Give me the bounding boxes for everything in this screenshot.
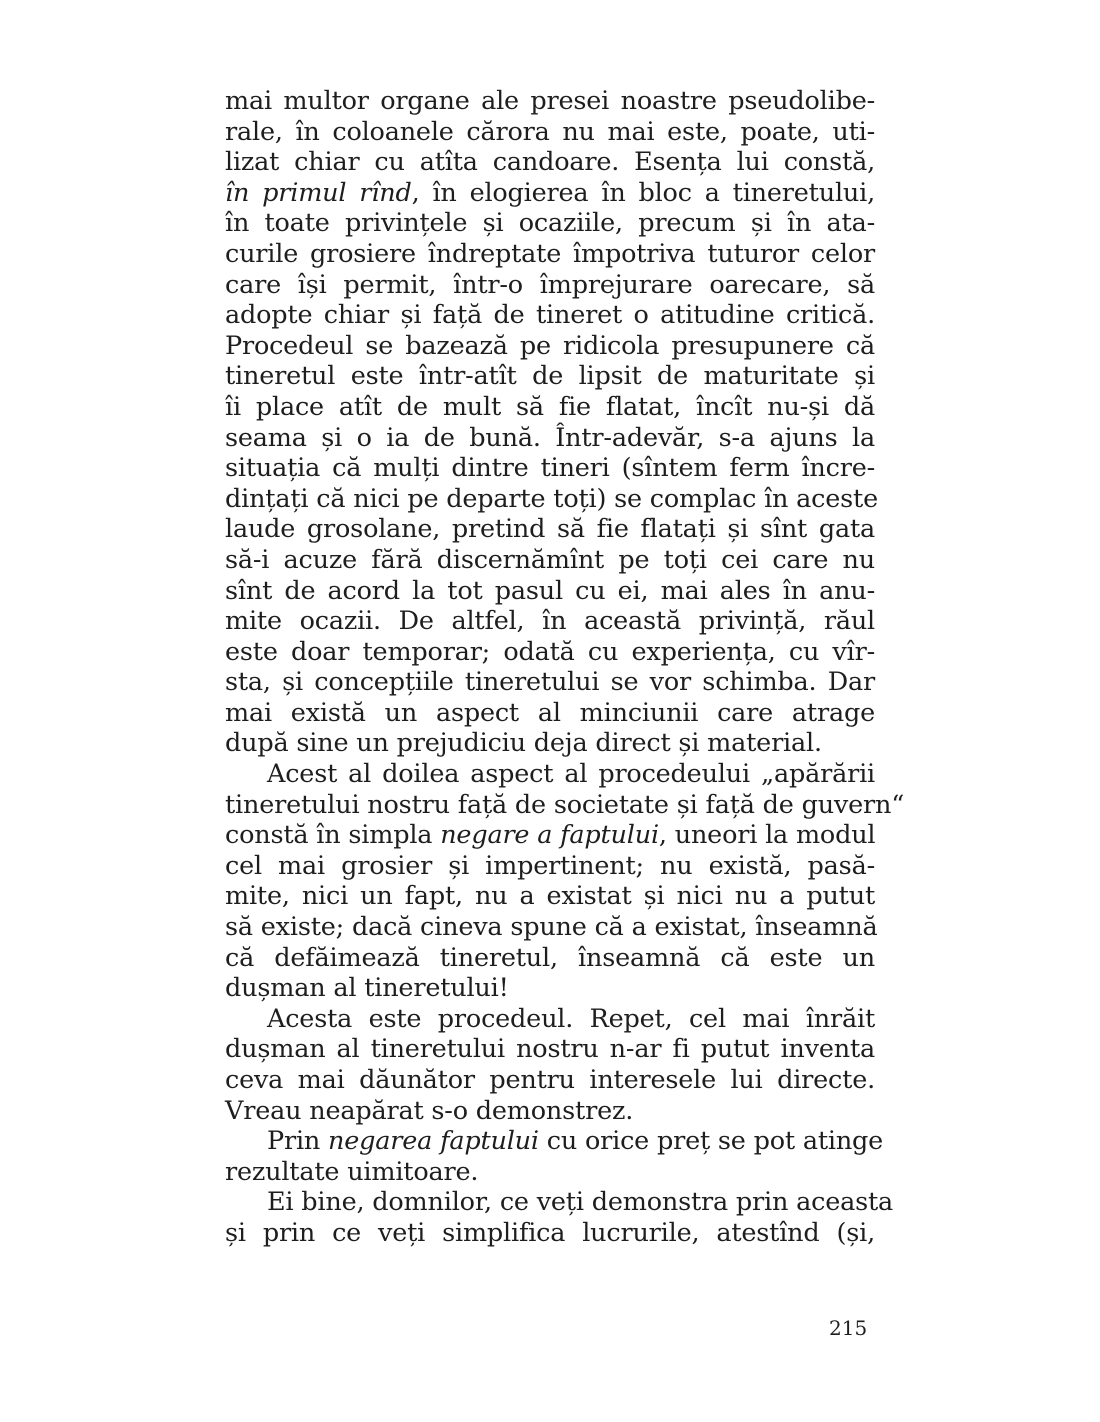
page-number: 215 <box>829 1316 868 1340</box>
text-segment: tineretul este într-atît de lipsit de maturitate și <box>225 361 875 392</box>
text-line <box>225 361 875 392</box>
text-segment: Procedeul se bazează pe ridicola presupunere că <box>225 330 875 361</box>
text-line <box>225 881 875 912</box>
text-segment: Acest al doilea aspect al procedeului „apărării <box>267 759 875 790</box>
text-line <box>225 820 875 851</box>
text-line <box>225 147 875 178</box>
text-line <box>225 943 875 974</box>
text-segment: cel mai grosier și impertinent; nu există, pasă- <box>225 850 875 881</box>
text-segment: mai există un aspect al minciunii care atrage <box>225 697 875 728</box>
text-segment: seama și o ia de bună. Într-adevăr, s-a ajuns la <box>225 422 875 453</box>
text-line <box>225 300 875 331</box>
text-line <box>225 1096 875 1127</box>
document-body <box>225 86 905 1249</box>
text-segment: mai multor organe ale presei noastre pseudolibe- <box>225 86 875 116</box>
text-segment: situația că mulți dintre tineri (sîntem ferm încre- <box>225 453 875 484</box>
text-line <box>225 331 875 362</box>
text-segment: după sine un prejudiciu deja direct și material. <box>225 728 822 759</box>
text-line <box>225 208 875 239</box>
text-segment: în toate privințele și ocaziile, precum și în ata- <box>225 208 875 239</box>
text-line <box>225 117 875 148</box>
text-line <box>225 86 875 117</box>
text-line <box>225 178 875 209</box>
text-segment: constă în simpla <box>225 820 441 851</box>
text-line <box>225 606 875 637</box>
text-line <box>225 1187 894 1218</box>
text-line <box>225 1034 875 1065</box>
text-segment: dușman al tineretului nostru n-ar fi putut inventa <box>225 1034 875 1065</box>
text-segment: sta, și concepțiile tineretului se vor schimba. Dar <box>225 667 875 698</box>
text-line <box>225 392 875 423</box>
text-segment: sînt de acord la tot pasul cu ei, mai ales în anu- <box>225 575 875 606</box>
text-line <box>225 637 875 668</box>
text-segment: rezultate uimitoare. <box>225 1156 479 1187</box>
text-segment: și prin ce veți simplifica lucrurile, atestînd (și, <box>225 1217 875 1248</box>
text-segment: Acesta este procedeul. Repet, cel mai înrăit <box>267 1003 875 1034</box>
text-line <box>225 545 875 576</box>
text-line <box>225 1065 875 1096</box>
text-line <box>225 759 875 790</box>
text-line <box>225 667 875 698</box>
text-line <box>225 912 878 943</box>
text-line <box>225 483 878 515</box>
text-line <box>225 423 875 454</box>
text-line <box>225 728 875 759</box>
text-line <box>225 1157 875 1188</box>
text-line <box>225 1004 875 1035</box>
text-segment: adopte chiar și față de tineret o atitudine critică. <box>225 300 875 331</box>
text-segment: că defăimează tineretul, înseamnă că este un <box>225 942 875 973</box>
text-segment: să existe; dacă cineva spune că a existat, înseamnă <box>225 912 878 943</box>
text-line <box>225 239 875 270</box>
text-line <box>225 1126 884 1157</box>
text-line <box>225 973 875 1004</box>
italic-emphasis: în primul rînd <box>225 177 412 208</box>
text-segment: rale, în coloanele cărora nu mai este, poate, uti- <box>225 116 875 147</box>
text-line <box>225 270 875 301</box>
text-segment: Vreau neapărat s-o demonstrez. <box>225 1095 634 1126</box>
text-segment: dințați că nici pe departe toți) se complac în aceste <box>225 483 878 514</box>
text-segment: Ei bine, domnilor, ce veți demonstra prin aceasta <box>267 1187 894 1218</box>
italic-emphasis: negarea faptului <box>328 1126 539 1157</box>
text-segment: îi place atît de mult să fie flatat, încît nu-și dă <box>225 391 875 422</box>
text-line <box>225 1218 875 1249</box>
text-segment: tineretului nostru față de societate și față de guvern“ <box>225 789 905 820</box>
text-segment: ceva mai dăunător pentru interesele lui directe. <box>225 1065 875 1095</box>
text-segment: , în elogierea în bloc a tineretului, <box>411 177 875 208</box>
text-segment: cu orice preț se pot atinge <box>538 1126 884 1157</box>
text-segment: curile grosiere îndreptate împotriva tuturor celor <box>225 238 875 269</box>
text-segment: să-i acuze fără discernămînt pe toți cei care nu <box>225 544 875 575</box>
text-line <box>225 576 875 607</box>
text-segment: laude grosolane, pretind să fie flatați și sînt gata <box>225 514 875 545</box>
text-line <box>225 789 905 821</box>
text-segment: mite, nici un fapt, nu a existat și nici nu a putut <box>225 881 875 912</box>
text-segment: , uneori la modul <box>658 820 876 851</box>
text-line <box>225 851 875 882</box>
text-line <box>225 698 875 729</box>
text-segment: mite ocazii. De altfel, în această privință, răul <box>225 606 875 637</box>
text-segment: este doar temporar; odată cu experiența, cu vîr- <box>225 636 875 667</box>
text-line <box>225 514 875 545</box>
text-line <box>225 453 875 484</box>
text-segment: Prin <box>267 1126 329 1157</box>
text-segment: lizat chiar cu atîta candoare. Esența lui constă, <box>225 147 875 178</box>
text-segment: dușman al tineretului! <box>225 973 509 1004</box>
text-segment: care își permit, într-o împrejurare oarecare, să <box>225 269 875 300</box>
italic-emphasis: negare a faptului <box>440 820 659 851</box>
